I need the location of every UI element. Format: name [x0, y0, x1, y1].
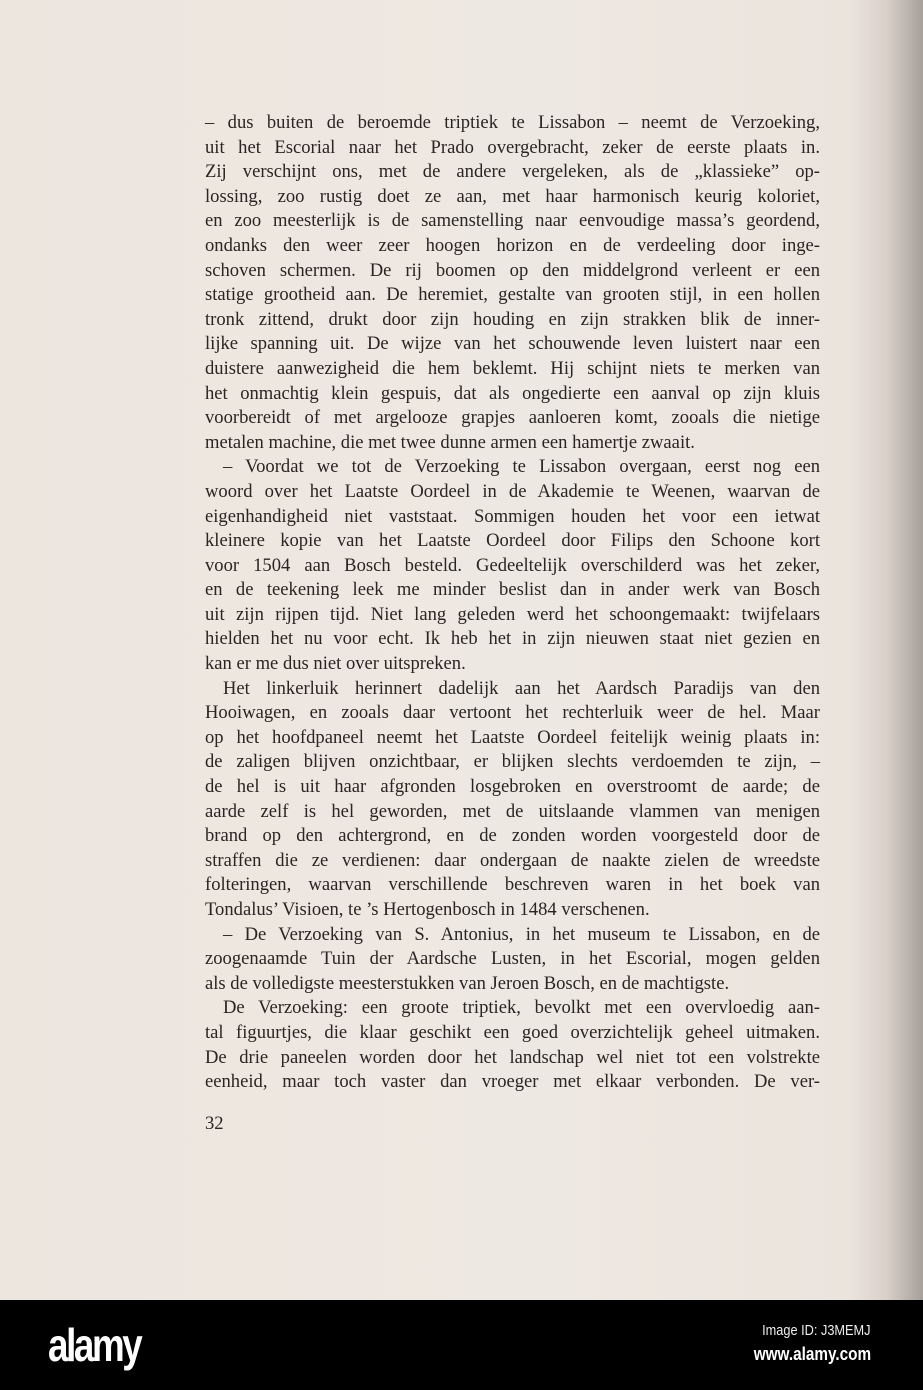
paragraph [205, 996, 820, 1094]
text-line: kleinere kopie van het Laatste Oordeel door Filips den Schoone kort [205, 530, 820, 552]
text-line: als de volledigste meesterstukken van Jeroen Bosch, en de machtigste. [205, 972, 730, 994]
text-line: schoven schermen. De rij boomen op den middelgrond verleent er een [205, 259, 820, 281]
body-text [205, 111, 820, 1095]
text-line: eigenhandigheid niet vaststaat. Sommigen houden het voor een ietwat [205, 505, 820, 527]
text-line: en de teekening leek me minder beslist dan in ander werk van Bosch [205, 579, 820, 601]
text-line: de hel is uit haar afgronden losgebroken en overstroomt de aarde; de [205, 776, 820, 798]
text-line: Zij verschijnt ons, met de andere vergeleken, als de „klassieke” op- [205, 161, 820, 183]
text-line: zoogenaamde Tuin der Aardsche Lusten, in het Escorial, mogen gelden [205, 948, 820, 970]
text-line: op het hoofdpaneel neemt het Laatste Oordeel feitelijk weinig plaats in: [205, 726, 820, 748]
text-line: en zoo meesterlijk is de samenstelling naar eenvoudige massa’s geordend, [205, 210, 820, 232]
alamy-logo: alamy [48, 1319, 141, 1371]
text-line: – De Verzoeking van S. Antonius, in het museum te Lissabon, en de [223, 923, 820, 945]
page-number: 32 [205, 1113, 224, 1134]
text-line: tronk zittend, drukt door zijn houding en zijn strakken blik de inner- [205, 308, 820, 330]
text-line: De Verzoeking: een groote triptiek, bevolkt met een overvloedig aan- [223, 997, 820, 1019]
text-line: duistere aanwezigheid die hem beklemt. Hij schijnt niets te merken van [205, 357, 820, 379]
text-line: Het linkerluik herinnert dadelijk aan het Aardsch Paradijs van den [223, 677, 820, 699]
watermark-footer [0, 1300, 923, 1390]
text-line: ondanks den weer zeer hoogen horizon en de verdeeling door inge- [205, 234, 820, 256]
text-line: metalen machine, die met twee dunne armen een hamertje zwaait. [205, 431, 695, 453]
paragraph [205, 111, 820, 455]
text-line: De drie paneelen worden door het landschap wel niet tot een volstrekte [205, 1046, 820, 1068]
text-line: aarde zelf is hel geworden, met de uitslaande vlammen van menigen [205, 800, 820, 822]
paragraph [205, 455, 820, 676]
text-line: eenheid, maar toch vaster dan vroeger met elkaar verbonden. De ver- [205, 1071, 820, 1093]
text-line: Hooiwagen, en zooals daar vertoont het rechterluik weer de hel. Maar [205, 702, 820, 724]
text-line: de zaligen blijven onzichtbaar, er blijken slechts verdoemden te zijn, – [205, 751, 820, 773]
website-link: www.alamy.com [753, 1344, 871, 1364]
text-line: lossing, zoo rustig doet ze aan, met haar harmonisch keurig koloriet, [205, 185, 820, 207]
text-line: folteringen, waarvan verschillende beschreven waren in het boek van [205, 874, 820, 896]
text-line: – dus buiten de beroemde triptiek te Lissabon – neemt de Verzoeking, [205, 112, 820, 133]
paragraph [205, 677, 820, 923]
text-line: het onmachtig klein gespuis, dat als ongedierte een aanval op zijn kluis [205, 382, 820, 404]
text-line: – Voordat we tot de Verzoeking te Lissabon overgaan, eerst nog een [223, 456, 820, 478]
text-line: lijke spanning uit. De wijze van het schouwende leven luistert naar een [205, 333, 820, 355]
paragraph [205, 923, 820, 997]
text-line: uit zijn rijpen tijd. Niet lang geleden werd het schoongemaakt: twijfelaars [205, 603, 820, 625]
text-line: straffen die ze verdienen: daar ondergaan de naakte zielen de wreedste [205, 849, 820, 871]
text-line: woord over het Laatste Oordeel in de Akademie te Weenen, waarvan de [205, 480, 820, 502]
text-line: voor 1504 aan Bosch besteld. Gedeeltelijk overschilderd was het zeker, [205, 554, 820, 576]
image-id: Image ID: J3MEMJ [762, 1322, 871, 1339]
text-line: kan er me dus niet over uitspreken. [205, 653, 466, 675]
text-line: brand op den achtergrond, en de zonden worden voorgesteld door de [205, 825, 820, 847]
text-line: uit het Escorial naar het Prado overgebracht, zeker de eerste plaats in. [205, 136, 820, 158]
text-line: hielden het nu voor echt. Ik heb het in zijn nieuwen staat niet gezien en [205, 628, 820, 650]
text-line: statige grootheid aan. De heremiet, gestalte van grooten stijl, in een hollen [205, 284, 820, 306]
text-line: Tondalus’ Visioen, te ’s Hertogenbosch in 1484 verschenen. [205, 899, 650, 920]
text-line: voorbereidt of met argelooze grapjes aanloeren komt, zooals die nietige [205, 407, 820, 429]
text-line: tal figuurtjes, die klaar geschikt een goed overzichtelijk geheel uitmaken. [205, 1021, 820, 1043]
